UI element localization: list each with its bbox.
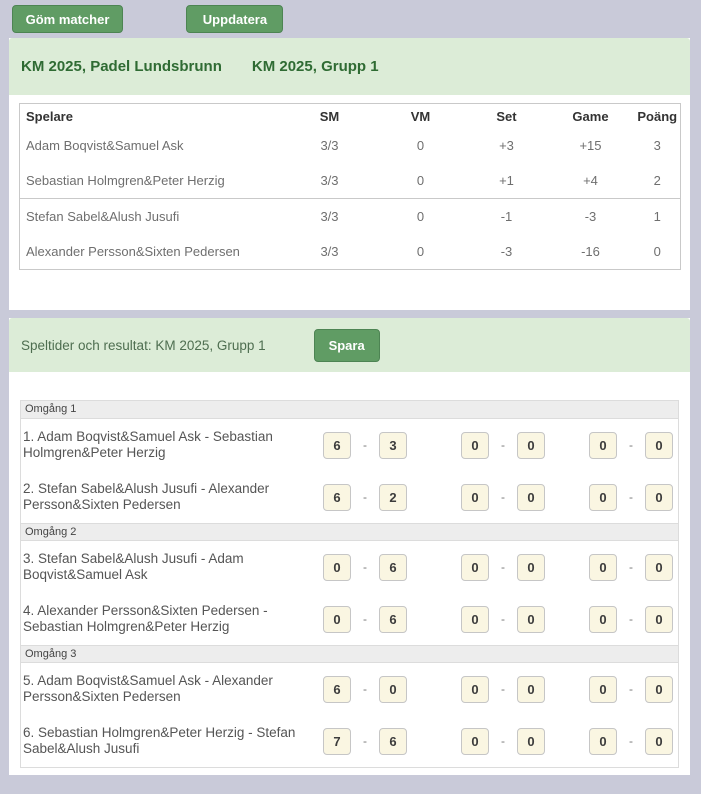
hide-matches-button[interactable]: Göm matcher: [12, 5, 123, 33]
results-title: Speltider och resultat: KM 2025, Grupp 1: [21, 337, 266, 353]
sm-value: 3/3: [320, 244, 339, 259]
score-input[interactable]: [645, 728, 673, 755]
table-row: [20, 199, 681, 235]
player-name: Stefan Sabel&Alush Jusufi: [26, 209, 180, 224]
score-input[interactable]: [517, 728, 545, 755]
standings-header: [9, 38, 690, 95]
toolbar: [0, 0, 701, 38]
set-value: +1: [499, 173, 514, 188]
round-header: Omgång 2: [21, 523, 678, 541]
vm-value: 0: [416, 173, 425, 188]
match-label: 1. Adam Boqvist&Samuel Ask - Sebastian Holmgren&Peter Herzig: [23, 429, 273, 460]
score-input[interactable]: [379, 606, 407, 633]
score-input[interactable]: [323, 728, 351, 755]
score-input[interactable]: [379, 554, 407, 581]
column-header-game: Game: [572, 108, 609, 124]
sm-value: 3/3: [320, 209, 339, 224]
score-separator: -: [363, 734, 367, 748]
score-separator: -: [629, 682, 633, 696]
score-separator: -: [363, 560, 367, 574]
set3-scores: [589, 676, 673, 703]
set2-scores: [461, 676, 545, 703]
set2-scores: [461, 432, 545, 459]
score-input[interactable]: [323, 676, 351, 703]
score-separator: -: [501, 612, 505, 626]
score-input[interactable]: [323, 484, 351, 511]
points-value: 2: [653, 173, 661, 188]
match-row: [21, 541, 678, 593]
set1-scores: [323, 484, 407, 511]
set-value: -3: [500, 244, 513, 259]
standings-body: [9, 95, 690, 310]
rounds-container: [20, 400, 679, 768]
score-input[interactable]: [379, 676, 407, 703]
set-value: +3: [499, 138, 514, 153]
score-input[interactable]: [461, 676, 489, 703]
score-input[interactable]: [645, 606, 673, 633]
results-body: [9, 372, 690, 775]
score-separator: -: [629, 612, 633, 626]
score-input[interactable]: [589, 554, 617, 581]
table-row: [20, 163, 681, 199]
score-input[interactable]: [461, 484, 489, 511]
column-header-poang: Poäng: [637, 108, 678, 124]
score-separator: -: [629, 560, 633, 574]
set3-scores: [589, 484, 673, 511]
score-input[interactable]: [517, 606, 545, 633]
sm-value: 3/3: [320, 138, 339, 153]
score-separator: -: [501, 682, 505, 696]
match-label: 6. Sebastian Holmgren&Peter Herzig - Stefan Sabel&Alush Jusufi: [23, 725, 296, 756]
score-separator: -: [501, 438, 505, 452]
set2-scores: [461, 554, 545, 581]
score-input[interactable]: [517, 432, 545, 459]
score-input[interactable]: [589, 432, 617, 459]
game-value: -3: [584, 209, 597, 224]
standings-card: [9, 38, 690, 310]
set1-scores: [323, 432, 407, 459]
match-label: 2. Stefan Sabel&Alush Jusufi - Alexander Persson&Sixten Pedersen: [23, 481, 270, 512]
table-row: [20, 234, 681, 270]
set1-scores: [323, 728, 407, 755]
game-value: +15: [579, 138, 602, 153]
points-value: 3: [653, 138, 661, 153]
round-header: Omgång 3: [21, 645, 678, 663]
match-label: 3. Stefan Sabel&Alush Jusufi - Adam Boqvist&Samuel Ask: [23, 551, 244, 582]
points-value: 0: [653, 244, 661, 259]
score-input[interactable]: [645, 676, 673, 703]
column-header-vm: VM: [410, 108, 431, 124]
points-value: 1: [653, 209, 661, 224]
set-value: -1: [500, 209, 513, 224]
score-input[interactable]: [589, 676, 617, 703]
score-input[interactable]: [461, 606, 489, 633]
set2-scores: [461, 484, 545, 511]
set2-scores: [461, 606, 545, 633]
score-separator: -: [629, 734, 633, 748]
set3-scores: [589, 432, 673, 459]
set3-scores: [589, 728, 673, 755]
column-header-spelare: Spelare: [26, 108, 73, 124]
column-header-sm: SM: [319, 108, 340, 124]
match-row: [21, 419, 678, 471]
group-title: KM 2025, Grupp 1: [251, 58, 379, 75]
player-name: Alexander Persson&Sixten Pedersen: [26, 244, 240, 259]
score-input[interactable]: [461, 728, 489, 755]
score-input[interactable]: [379, 728, 407, 755]
save-button[interactable]: Spara: [314, 329, 380, 362]
match-row: [21, 663, 678, 715]
score-input[interactable]: [589, 606, 617, 633]
score-separator: -: [363, 682, 367, 696]
score-input[interactable]: [517, 676, 545, 703]
score-input[interactable]: [323, 606, 351, 633]
results-card: [9, 318, 690, 775]
set1-scores: [323, 606, 407, 633]
score-separator: -: [363, 612, 367, 626]
player-name: Sebastian Holmgren&Peter Herzig: [26, 173, 225, 188]
score-separator: -: [501, 560, 505, 574]
score-input[interactable]: [323, 432, 351, 459]
set3-scores: [589, 554, 673, 581]
update-button[interactable]: Uppdatera: [186, 5, 283, 33]
score-input[interactable]: [645, 432, 673, 459]
round-header: Omgång 1: [21, 401, 678, 419]
score-separator: -: [501, 734, 505, 748]
score-input[interactable]: [517, 484, 545, 511]
score-separator: -: [629, 490, 633, 504]
vm-value: 0: [416, 244, 425, 259]
sm-value: 3/3: [320, 173, 339, 188]
score-separator: -: [363, 438, 367, 452]
score-input[interactable]: [589, 728, 617, 755]
set1-scores: [323, 554, 407, 581]
vm-value: 0: [416, 138, 425, 153]
game-value: +4: [583, 173, 598, 188]
score-input[interactable]: [461, 432, 489, 459]
score-separator: -: [629, 438, 633, 452]
score-input[interactable]: [517, 554, 545, 581]
vm-value: 0: [416, 209, 425, 224]
score-input[interactable]: [379, 432, 407, 459]
match-label: 5. Adam Boqvist&Samuel Ask - Alexander Persson&Sixten Pedersen: [23, 673, 273, 704]
score-input[interactable]: [645, 554, 673, 581]
set3-scores: [589, 606, 673, 633]
match-row: [21, 715, 678, 767]
standings-header-row: [20, 104, 681, 129]
standings-table: [19, 103, 681, 270]
table-row: [20, 128, 681, 163]
results-header: [9, 318, 690, 372]
score-input[interactable]: [323, 554, 351, 581]
score-separator: -: [363, 490, 367, 504]
match-row: [21, 593, 678, 645]
player-name: Adam Boqvist&Samuel Ask: [26, 138, 184, 153]
match-row: [21, 471, 678, 523]
score-input[interactable]: [461, 554, 489, 581]
tournament-title: KM 2025, Padel Lundsbrunn: [21, 58, 222, 75]
column-header-set: Set: [496, 108, 517, 124]
set2-scores: [461, 728, 545, 755]
match-label: 4. Alexander Persson&Sixten Pedersen - Sebastian Holmgren&Peter Herzig: [23, 603, 268, 634]
set1-scores: [323, 676, 407, 703]
score-input[interactable]: [645, 484, 673, 511]
score-input[interactable]: [379, 484, 407, 511]
game-value: -16: [581, 244, 600, 259]
score-input[interactable]: [589, 484, 617, 511]
score-separator: -: [501, 490, 505, 504]
